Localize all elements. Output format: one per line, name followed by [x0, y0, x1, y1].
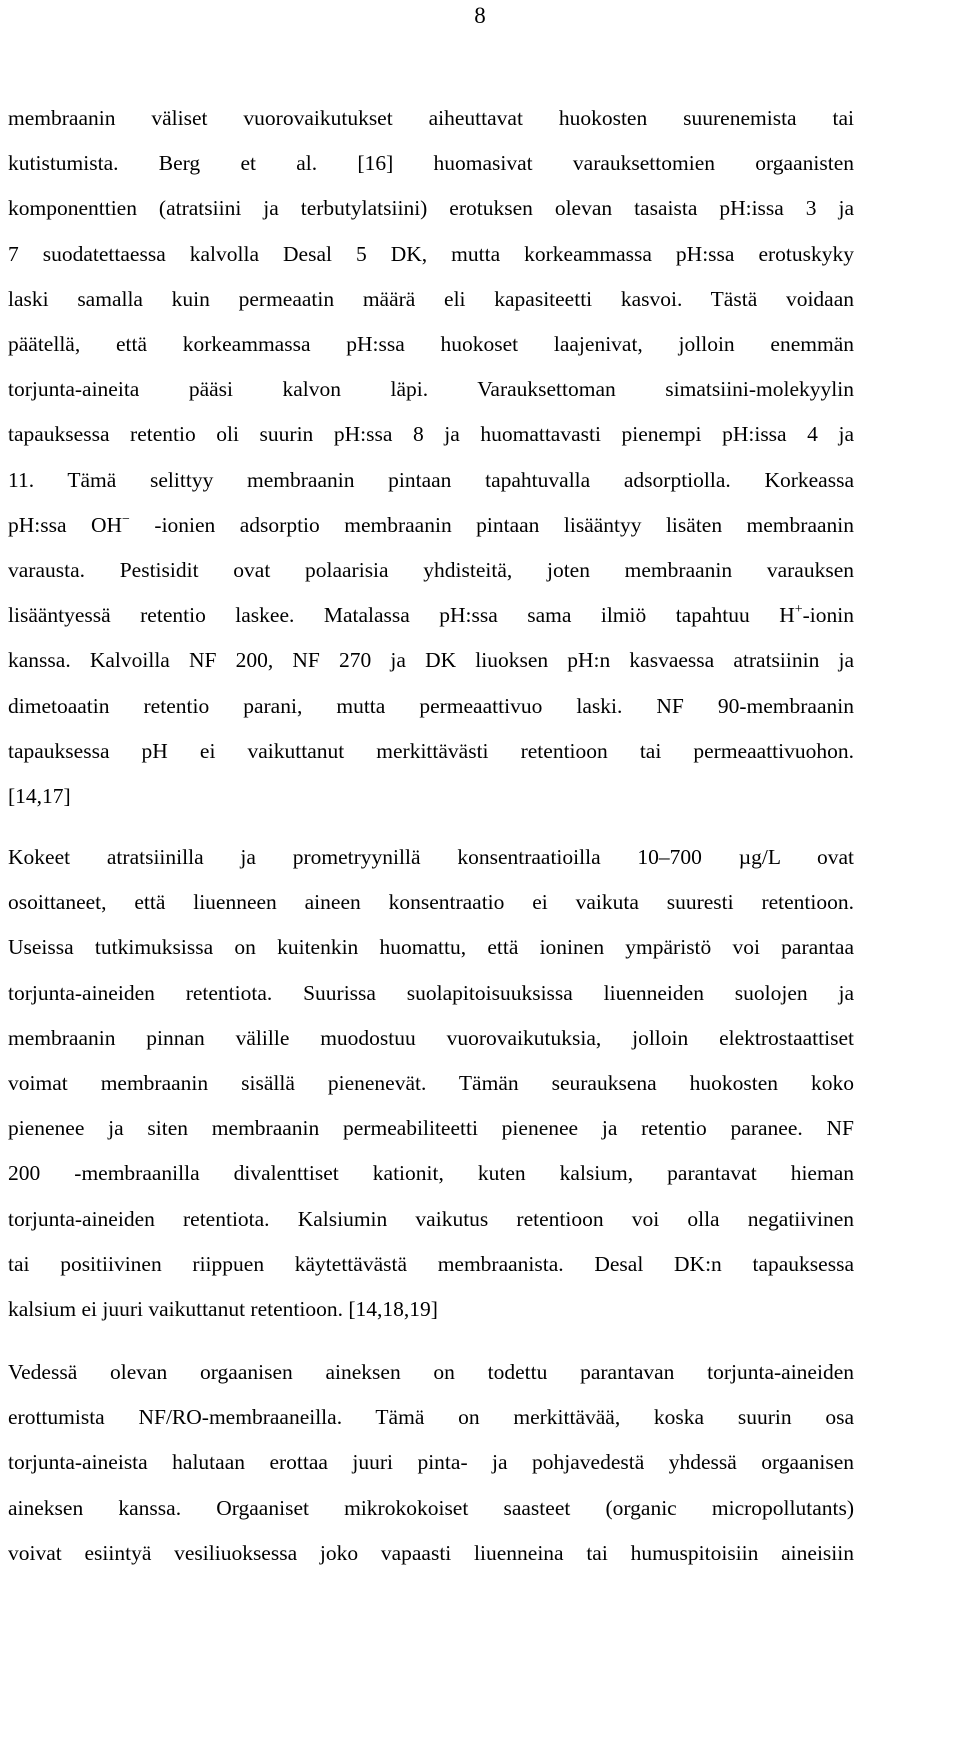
paragraph-2-line: tai positiivinen riippuen käytettävästä membraanista. Desal DK:n tapauksessa	[8, 1251, 854, 1276]
paragraph-2-line: torjunta-aineiden retentiota. Suurissa suolapitoisuuksissa liuenneiden suolojen ja	[8, 980, 854, 1005]
paragraph-3-line: voivat esiintyä vesiliuoksessa joko vapaasti liuenneina tai humuspitoisiin aineisiin	[8, 1540, 854, 1565]
paragraph-1-line: torjunta-aineita pääsi kalvon läpi. Varauksettoman simatsiini-molekyylin	[8, 377, 854, 402]
paragraph-1-line: varausta. Pestisidit ovat polaarisia yhdisteitä, joten membraanin varauksen	[8, 558, 854, 582]
text-run: -ionin	[802, 603, 854, 628]
paragraph-2-line: pienenee ja siten membraanin permeabiliteetti pienenee ja retentio paranee. NF	[8, 1116, 854, 1141]
paragraph-1-line: 7 suodatettaessa kalvolla Desal 5 DK, mutta korkeammassa pH:ssa erotuskyky	[8, 241, 854, 266]
paragraph-1-line: päätellä, että korkeammassa pH:ssa huokoset laajenivat, jolloin enemmän	[8, 332, 854, 356]
paragraph-1-line: laski samalla kuin permeaatin määrä eli kapasiteetti kasvoi. Tästä voidaan	[8, 286, 854, 311]
text-run: pH:ssa OH	[8, 512, 123, 537]
paragraph-1-line: komponenttien (atratsiini ja terbutylatsiini) erotuksen olevan tasaista pH:issa 3 ja	[8, 196, 854, 221]
paragraph-3-line: Vedessä olevan orgaanisen aineksen on todettu parantavan torjunta-aineiden	[8, 1360, 854, 1384]
paragraph-2-line: 200 -membraanilla divalenttiset kationit, kuten kalsium, parantavat hieman	[8, 1161, 854, 1186]
text-run: lisääntyessä retentio laskee. Matalassa pH:ssa sama ilmiö tapahtuu H	[8, 603, 795, 628]
paragraph-1-line: membraanin väliset vuorovaikutukset aiheuttavat huokosten suurenemista tai	[8, 106, 854, 130]
paragraph-1-line	[8, 602, 854, 628]
superscript: −	[122, 511, 130, 527]
paragraph-1-line: [14,17]	[8, 784, 71, 808]
text-run: -ionien adsorptio membraanin pintaan lisääntyy lisäten membraanin	[129, 512, 854, 537]
paragraph-2-line: Kokeet atratsiinilla ja prometryynillä konsentraatioilla 10–700 µg/L ovat	[8, 845, 854, 869]
paragraph-3-line: torjunta-aineista halutaan erottaa juuri pinta- ja pohjavedestä yhdessä orgaanisen	[8, 1450, 854, 1475]
paragraph-1-line	[8, 512, 854, 538]
paragraph-2-line: torjunta-aineiden retentiota. Kalsiumin vaikutus retentioon voi olla negatiivinen	[8, 1206, 854, 1231]
paragraph-1-line: dimetoaatin retentio parani, mutta permeaattivuo laski. NF 90-membraanin	[8, 693, 854, 718]
paragraph-1-line: kanssa. Kalvoilla NF 200, NF 270 ja DK liuoksen pH:n kasvaessa atratsiinin ja	[8, 648, 854, 673]
paragraph-2-line: kalsium ei juuri vaikuttanut retentioon. [14,18,19]	[8, 1297, 438, 1321]
paragraph-3-line: erottumista NF/RO-membraaneilla. Tämä on merkittävää, koska suurin osa	[8, 1405, 854, 1430]
paragraph-3-line: aineksen kanssa. Orgaaniset mikrokokoiset saasteet (organic micropollutants)	[8, 1495, 854, 1520]
paragraph-2-line: Useissa tutkimuksissa on kuitenkin huomattu, että ioninen ympäristö voi parantaa	[8, 935, 854, 960]
paragraph-1-line: 11. Tämä selittyy membraanin pintaan tapahtuvalla adsorptiolla. Korkeassa	[8, 467, 854, 492]
paragraph-2-line: voimat membraanin sisällä pienenevät. Tämän seurauksena huokosten koko	[8, 1071, 854, 1095]
superscript: +	[794, 602, 803, 618]
paragraph-1-line: tapauksessa pH ei vaikuttanut merkittävästi retentioon tai permeaattivuohon.	[8, 738, 854, 763]
paragraph-2-line: membraanin pinnan välille muodostuu vuorovaikutuksia, jolloin elektrostaattiset	[8, 1025, 854, 1050]
paragraph-1-line: kutistumista. Berg et al. [16] huomasivat varauksettomien orgaanisten	[8, 151, 854, 176]
paragraph-2-line: osoittaneet, että liuenneen aineen konsentraatio ei vaikuta suuresti retentioon.	[8, 890, 854, 915]
paragraph-1-line: tapauksessa retentio oli suurin pH:ssa 8 ja huomattavasti pienempi pH:issa 4 ja	[8, 422, 854, 447]
page-number: 8	[474, 3, 486, 28]
